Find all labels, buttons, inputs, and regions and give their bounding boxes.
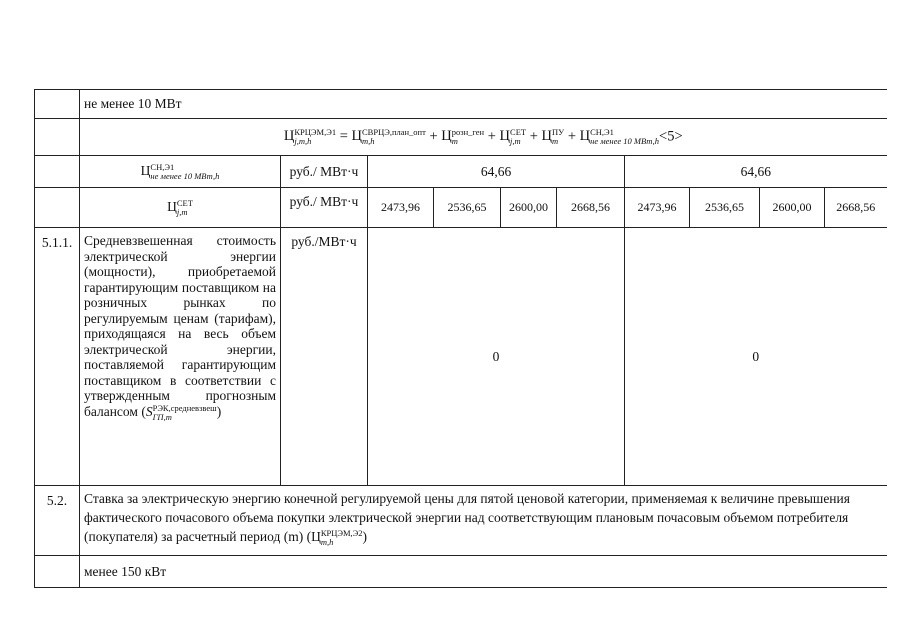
row-number: 5.1.1. [35, 228, 80, 486]
number-cell-empty [35, 156, 80, 188]
number-cell-empty [35, 188, 80, 228]
row-5-2 [35, 486, 887, 556]
formula-term-5: Ц СН,Э1 не менее 10 МВт,h [579, 127, 660, 146]
row-sn [35, 156, 887, 188]
formula-lhs: Ц КРЦЭМ,Э1 j,m,h [283, 127, 337, 146]
set-value: 2668,56 [825, 188, 887, 228]
row-number: 5.2. [35, 486, 80, 556]
set-value: 2536,65 [434, 188, 501, 228]
row-caption-150kw [35, 556, 887, 588]
set-value: 2536,65 [690, 188, 760, 228]
row-set [35, 188, 887, 228]
sn-value-right: 64,66 [625, 156, 887, 188]
set-value: 2473,96 [625, 188, 690, 228]
set-value: 2668,56 [557, 188, 625, 228]
sn-value-left: 64,66 [368, 156, 625, 188]
set-value: 2600,00 [760, 188, 825, 228]
formula-term-3: Ц СЕТ j,m [499, 127, 527, 146]
sn-unit: руб./ МВт·ч [281, 156, 368, 188]
number-cell-empty [35, 90, 80, 119]
row-unit: руб./МВт·ч [281, 228, 368, 486]
formula-term-2: Ц розн_ген m [441, 127, 485, 146]
price-formula: Ц КРЦЭМ,Э1 j,m,h = Ц СВРЦЭ,план_опт m,h + Ц розн_ген m + Ц СЕТ j,m + Ц ПУ m + Ц СН,Э1 не менее 10 МВт,h <5> [80, 119, 887, 156]
sn-label: Ц СН,Э1 не менее 10 МВт,h [80, 156, 281, 188]
value-right: 0 [625, 228, 887, 486]
tariff-table [34, 89, 887, 588]
row-5-1-1 [35, 228, 887, 486]
caption-150kw: менее 150 кВт [80, 556, 887, 588]
caption-10mw: не менее 10 МВт [80, 90, 887, 119]
number-cell-empty [35, 556, 80, 588]
set-value: 2600,00 [501, 188, 557, 228]
formula-term-1: Ц СВРЦЭ,план_опт m,h [351, 127, 426, 146]
row-description: Ставка за электрическую энергию конечной регулируемой цены для пятой ценовой категории, применяемая к величине превышения фактического почасового объема покупки электрической энергии над соответствующим плановым почасовым объемом потребителя (покупателя) за расчетный период (m) (Ц КРЦЭМ,Э2 m,h ) [80, 486, 887, 556]
footnote-ref: <5> [659, 128, 683, 145]
row-caption-10mw [35, 90, 887, 119]
set-unit: руб./ МВт·ч [281, 188, 368, 228]
row-description: Средневзвешенная стоимость электрической энергии (мощности), приобретаемой гарантирующим поставщиком на розничных рынках по регулируемым ценам (тарифам), приходящаяся на весь объем электрической энергии, поставляемой гарантирующим поставщиком в соответствии с утвержденным прогнозным балансом (S РЭК,средневзвеш ГП,m ) [80, 228, 281, 486]
value-left: 0 [368, 228, 625, 486]
row-formula [35, 119, 887, 156]
set-value: 2473,96 [368, 188, 434, 228]
set-label: Ц СЕТ j,m [80, 188, 281, 228]
formula-term-4: Ц ПУ m [541, 127, 565, 146]
number-cell-empty [35, 119, 80, 156]
